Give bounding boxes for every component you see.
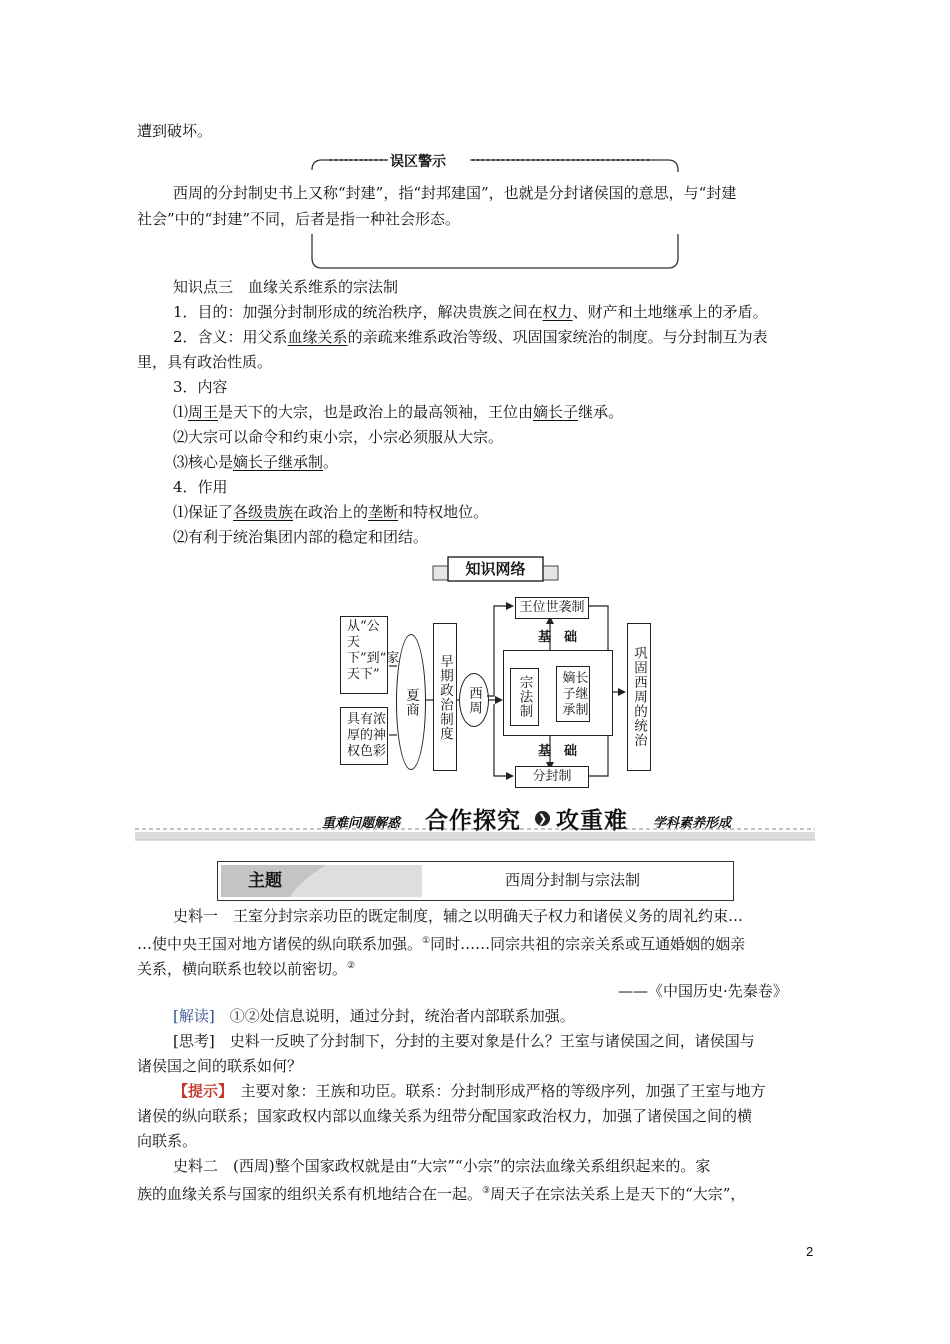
kp3-item-1: 1．目的：加强分封制形成的统治秩序，解决贵族之间在权力、财产和土地继承上的矛盾。 xyxy=(173,303,768,321)
topic-title: 西周分封制与宗法制 xyxy=(505,871,641,889)
label-jichu-top: 基 础 xyxy=(538,630,578,645)
node-xia-shang: 夏商 xyxy=(396,634,426,770)
network-title: 知识网络 xyxy=(465,560,526,578)
tishi-line-3: 向联系。 xyxy=(137,1132,198,1150)
kp3-effect-1: ⑴保证了各级贵族在政治上的垄断和特权地位。 xyxy=(173,503,489,521)
warning-line-1: 西周的分封制史书上又称“封建”，指“封邦建国”，也就是分封诸侯国的意思，与“封建 xyxy=(173,184,737,202)
arrow-right-icon: ❯ xyxy=(535,811,550,826)
source1-line-3: 关系，横向联系也较以前密切。② xyxy=(137,960,356,978)
node-early-political-system: 早期政治制度 xyxy=(433,623,457,771)
node-xizhou: 西周 xyxy=(459,673,489,727)
banner-main-2: 攻重难 xyxy=(556,808,628,834)
node-wangwei-shixi: 王位世袭制 xyxy=(515,597,589,619)
kp3-item-2-cont: 里，具有政治性质。 xyxy=(137,353,273,371)
page-number: 2 xyxy=(806,1244,814,1259)
tishi-line-1: 【提示】 主要对象：王族和功臣。联系：分封制形成严格的等级序列，加强了王室与地方 xyxy=(173,1082,766,1100)
warning-title: 误区警示 xyxy=(390,154,446,170)
source1-line-2: …使中央王国对地方诸侯的纵向联系加强。①同时……同宗共祖的宗亲关系或互通婚姻的姻亲 xyxy=(137,935,746,953)
sikao-line-2: 诸侯国之间的联系如何？ xyxy=(137,1057,303,1075)
banner-left: 重难问题解惑 xyxy=(322,816,401,831)
jiedu-line: [解读] ①②处信息说明，通过分封，统治者内部联系加强。 xyxy=(173,1007,575,1025)
source1-line-1: 史料一 王室分封宗亲功臣的既定制度，辅之以明确天子权力和诸侯义务的周礼约束… xyxy=(173,907,744,925)
node-fenfeng: 分封制 xyxy=(515,766,589,788)
kp3-content-3: ⑶核心是嫡长子继承制。 xyxy=(173,453,339,471)
banner-right: 学科素养形成 xyxy=(653,816,732,831)
node-consolidate: 巩固西周的统治 xyxy=(627,623,651,771)
node-zongfa: 宗法制 xyxy=(510,668,539,726)
banner-main-1: 合作探究 xyxy=(425,808,521,834)
sikao-line-1: [思考] 史料一反映了分封制下，分封的主要对象是什么？王室与诸侯国之间，诸侯国与 xyxy=(173,1032,755,1050)
kp3-content-1: ⑴周王是天下的大宗，也是政治上的最高领袖，王位由嫡长子继承。 xyxy=(173,403,624,421)
tishi-line-2: 诸侯的纵向联系；国家政权内部以血缘关系为纽带分配国家政治权力，加强了诸侯国之间的横 xyxy=(137,1107,753,1125)
kp3-heading: 知识点三 血缘关系维系的宗法制 xyxy=(173,278,399,296)
source2-line-1: 史料二 (西周)整个国家政权就是由“大宗”“小宗”的宗法血缘关系组织起来的。家 xyxy=(173,1157,711,1175)
node-left-bottom: 具有浓厚的神权色彩 xyxy=(340,707,388,765)
source1-citation: ——《中国历史·先秦卷》 xyxy=(618,982,788,1000)
node-left-top: 从“公天下”到“家天下” xyxy=(340,616,388,694)
kp3-content-2: ⑵大宗可以命令和约束小宗，小宗必须服从大宗。 xyxy=(173,428,504,446)
source2-line-2: 族的血缘关系与国家的组织关系有机地结合在一起。③周天子在宗法关系上是天下的“大宗”， xyxy=(137,1185,746,1203)
intro-tail: 遭到破坏。 xyxy=(137,122,213,140)
sikao-tag: [思考] xyxy=(173,1032,215,1050)
kp3-item-3: 3．内容 xyxy=(173,378,228,396)
node-dizhangzi: 嫡长子继承制 xyxy=(556,666,590,722)
kp3-effect-2: ⑵有利于统治集团内部的稳定和团结。 xyxy=(173,528,429,546)
jiedu-tag: [解读] xyxy=(173,1007,215,1025)
kp3-item-4: 4．作用 xyxy=(173,478,228,496)
kp3-item-2: 2．含义：用父系血缘关系的亲疏来维系政治等级、巩固国家统治的制度。与分封制互为表 xyxy=(173,328,768,346)
topic-label: 主题 xyxy=(248,871,282,891)
label-jichu-bottom: 基 础 xyxy=(538,744,578,759)
warning-line-2: 社会”中的“封建”不同，后者是指一种社会形态。 xyxy=(137,210,461,228)
tishi-tag: 【提示】 xyxy=(173,1082,226,1100)
